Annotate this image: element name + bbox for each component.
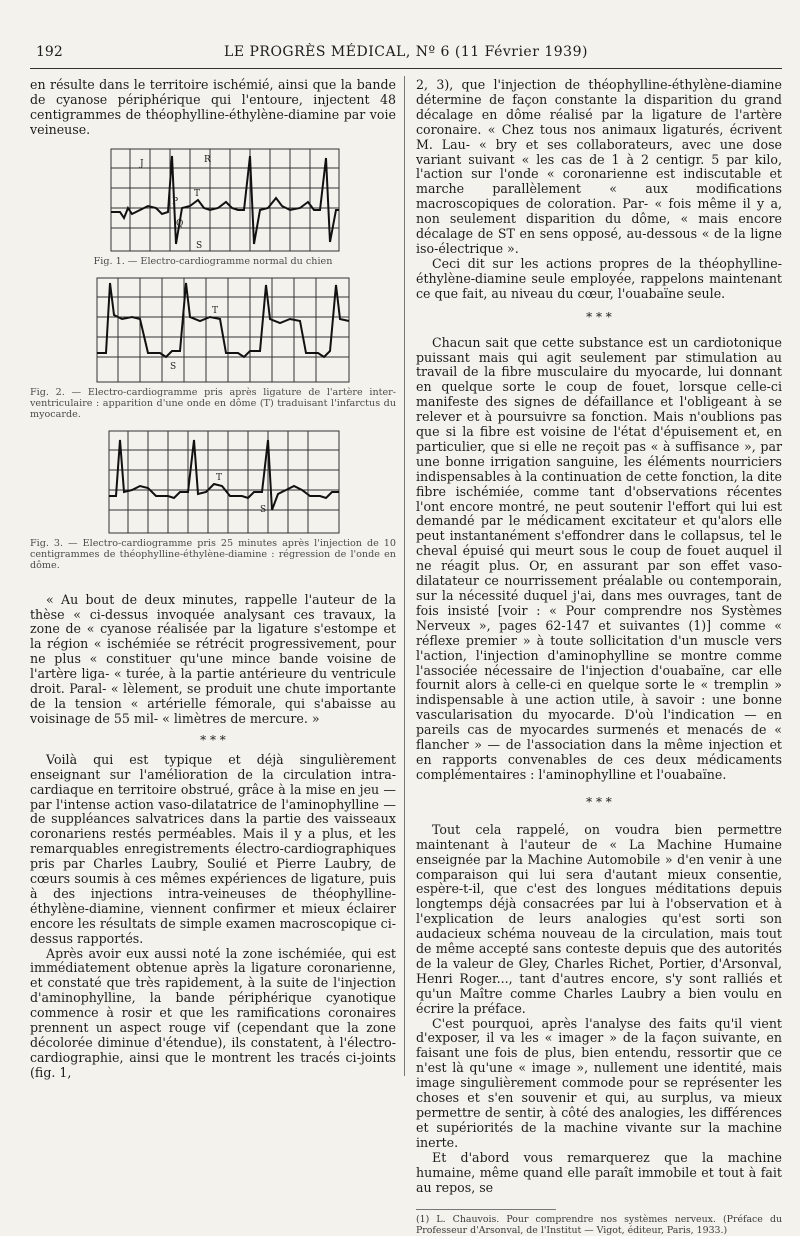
wave-label: S <box>260 504 267 515</box>
figure-3 <box>108 430 396 534</box>
footnote-rule <box>416 1209 556 1210</box>
paragraph: Chacun sait que cette substance est un cardiotonique puissant mais qui agit seulement par stimulation au travail de la fibre musculaire du myocarde, lui donnant en quelque sorte le coup de fouet, lorsque celle-ci manifeste des signes de défaillance et l'obligeant à se relever et à poursuivre sa fonction. Mais n'oublions pas que si la fibre est voisine de l'état d'épuisement et, en particulier, que si elle ne reçoit pas « à suffisance », par une bonne irrigation sanguine, les éléments nourriciers indispensables à la continuation de cette fonction, la dite fibre ischémiée, comme tant d'observations récentes l'ont encore montré, ne peut soutenir l'effort qui lui est demandé par le médicament excitateur et qu'alors elle peut instantanément s'effondrer dans le collapsus, tel le cheval épuisé qui meurt sous le coup de fouet auquel il ne réagit plus. Or, en assurant par son effet vaso-dilatateur ce nourrissement préalable ou contemporain, sur la nécessité duquel j'ai, dans mes ouvrages, tant de fois insisté [voir : « Pour comprendre nos Systèmes Nerveux », pages 62-147 et suivantes (1)] comme « réflexe premier » à toute sollicitation d'un muscle vers l'action, l'injection d'aminophylline se montre comme l'associée nécessaire de l'injection d'ouabaïne, car elle fournit alors à celle-ci en quelque sorte le « tremplin » indispensable à une action utile, à savoir : une bonne vascularisation du myocarde. D'où l'indication — en pareils cas de myocardes surmenés et menacés de « flancher » — de l'association dans la même injection et en rapports convenables de ces deux médicaments complémentaires : l'aminophylline et l'ouabaïne. <box>416 334 782 782</box>
wave-label: R <box>204 154 211 165</box>
wave-label: T <box>194 188 201 199</box>
running-header <box>30 44 782 66</box>
section-separator: * * * <box>586 309 612 324</box>
paragraph: Et d'abord vous remarquerez que la machine humaine, même quand elle paraît immobile et tout à fait au repos, se <box>416 1149 782 1195</box>
paragraph: Ceci dit sur les actions propres de la théophylline-éthylène-diamine seule employée, rappelons maintenant ce que fait, au niveau du cœur, l'ouabaïne seule. <box>416 255 782 301</box>
ecg-trace <box>111 156 339 244</box>
figure-2 <box>96 277 396 383</box>
paragraph: Après avoir eux aussi noté la zone ischémiée, qui est immédiatement obtenue après la ligature coronarienne, et constaté que très rapidement, à la suite de l'injection d'aminophylline, la bande périphérique cyanotique commence à rosir et que les ramifications coronaires prennent un aspect rouge vif (cependant que la zone décolorée diminue d'étendue), ils constatent, à l'électro-cardiographie, ainsi que le montrent les tracés ci-joints (fig. 1, <box>30 945 396 1080</box>
figure-1 <box>110 148 396 252</box>
paragraph: Tout cela rappelé, on voudra bien permettre maintenant à l'auteur de « La Machine Humaine enseignée par la Machine Automobile » d'en venir à une comparaison qui lui sera d'autant mieux consentie, espère-t-il, que c'est des longues méditations depuis longtemps déjà consacrées par lui à l'observation et à l'explication de leurs analogies qu'est sorti son audacieux schéma nouveau de la circulation, mais tout de même accepté sans conteste depuis que des autorités de la valeur de Gley, Charles Richet, Portier, d'Arsonval, Henri Roger..., tant d'autres encore, s'y sont ralliés et qu'un Maître comme Charles Laubry a bien voulu en écrire la préface. <box>416 821 782 1016</box>
figure-3-caption: Fig. 3. — Electro-cardiogramme pris 25 minutes après l'injection de 10 centigrammes de théophylline-éthylène-diamine : régression de l'onde en dôme. <box>30 537 396 571</box>
wave-label: T <box>216 472 223 483</box>
figure-1-caption: Fig. 1. — Electro-cardiogramme normal du chien <box>93 255 333 267</box>
wave-label: J <box>140 158 144 169</box>
section-separator: * * * <box>586 794 612 809</box>
ecg-figure-1 <box>110 148 340 252</box>
wave-label: S <box>170 361 177 372</box>
paragraph: C'est pourquoi, après l'analyse des faits qu'il vient d'exposer, il va les « imager » de la façon suivante, en faisant une fois de plus, bien entendu, ressortir que ce n'est là qu'une « image », nullement une identité, mais image singulièrement commode pour se représenter les choses et s'en souvenir et qui, au surplus, va mieux permettre de sentir, à côté des analogies, les différences et supériorités de la machine vivante sur la machine inerte. <box>416 1015 782 1150</box>
journal-title: LE PROGRÈS MÉDICAL, Nº 6 (11 Février 1939) <box>224 44 588 60</box>
paragraph: 2, 3), que l'injection de théophylline-éthylène-diamine détermine de façon constante la disparition du grand décalage en dôme réalisé par la ligature de l'artère coronaire. « Chez tous nos animaux ligaturés, écrivent M. Lau- « bry et ses collaborateurs, avec une dose variant suivant « les cas de 1 à 2 centigr. 5 par kilo, l'action sur l'onde « coronarienne est indiscutable et marche parallèlement « aux modifications macroscopiques de coloration. Par- « fois même il y a, non seulement disparition du dôme, « mais encore décalage de ST en sens opposé, au-dessous « de la ligne iso-électrique ». <box>416 77 782 256</box>
figure-2-caption: Fig. 2. — Electro-cardiogramme pris après ligature de l'artère inter-ventriculaire : apparition d'une onde en dôme (T) traduisant l'infarctus du myocarde. <box>30 386 396 420</box>
ecg-figure-3 <box>108 430 340 534</box>
ecg-trace <box>97 283 349 357</box>
paragraph: en résulte dans le territoire ischémié, ainsi que la bande de cyanose périphérique qui l'entoure, injectent 48 centigrammes de théophylline-éthylène-diamine par voie veineuse. <box>30 77 396 137</box>
quote-paragraph: « Au bout de deux minutes, rappelle l'auteur de la thèse « ci-dessus invoquée analysant ces travaux, la zone de « cyanose réalisée par la ligature s'estompe et la région « ischémiée se rétrécit progressivement, pour ne plus « constituer qu'une mince bande voisine de l'artère liga- « turée, à la partie antérieure du ventricule droit. Paral- « lèlement, se produit une chute importante de la tension « artérielle fémorale, qui s'abaisse au voisinage de 55 mil- « limètres de mercure. » <box>30 591 396 726</box>
right-column <box>416 78 782 1236</box>
column-divider <box>404 76 405 1076</box>
paragraph: Voilà qui est typique et déjà singulièrement enseignant sur l'amélioration de la circulation intra-cardiaque en territoire obstrué, grâce à la mise en jeu — par l'intense action vaso-dilatatrice de l'aminophylline — de suppléances salvatrices dans la partie des vaisseaux coronariens restés perméables. Mais il y a plus, et les remarquables enregistrements électro-cardiographiques pris par Charles Laubry, Soulié et Pierre Laubry, de cœurs soumis à ces mêmes expériences de ligature, puis à des injections intra-veineuses de théophylline-éthylène-diamine, viennent confirmer et mieux éclairer encore les résultats de simple examen macroscopique ci-dessus rapportés. <box>30 751 396 946</box>
header-rule <box>30 68 782 69</box>
left-column <box>30 78 396 1081</box>
footnote: (1) L. Chauvois. Pour comprendre nos systèmes nerveux. (Préface du Professeur d'Arsonval, de l'Institut — Vigot, éditeur, Paris, 1933.) <box>416 1214 782 1236</box>
wave-label: T <box>212 305 219 316</box>
wave-label: P <box>172 196 179 207</box>
wave-label: Q <box>176 218 184 229</box>
page-number: 192 <box>36 44 63 60</box>
section-separator: * * * <box>200 732 226 747</box>
ecg-figure-2 <box>96 277 350 383</box>
wave-label: S <box>196 240 203 251</box>
